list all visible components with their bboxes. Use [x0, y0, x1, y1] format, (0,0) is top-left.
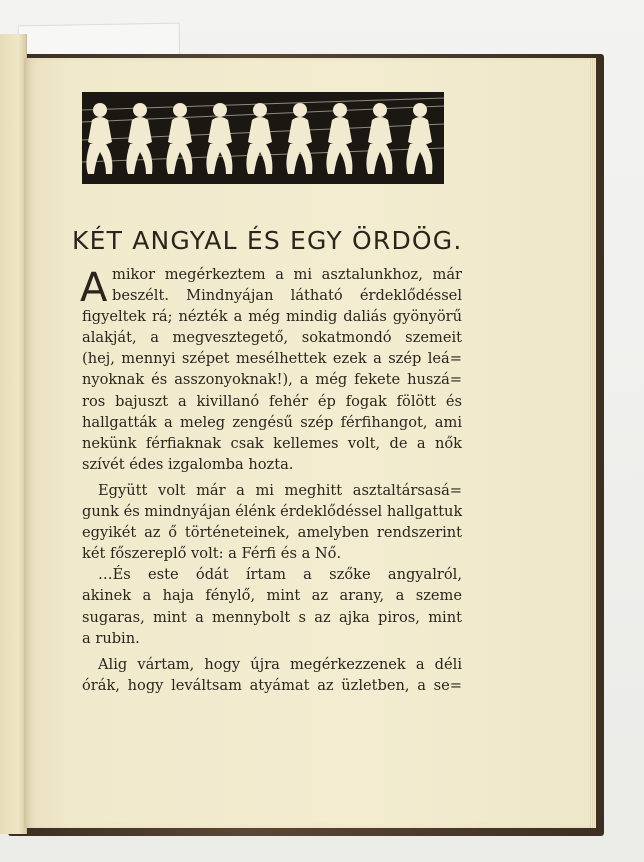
left-page-edge — [0, 34, 27, 834]
frieze-illustration — [82, 92, 444, 184]
text-line: hallgatták a meleg zengésű szép férfihangot, ami — [82, 413, 462, 431]
text-line: nekünk férfiaknak csak kellemes volt, de a nők — [82, 434, 462, 452]
text-line: szívét édes izgalomba hozta. — [82, 455, 294, 473]
text-line: Alig vártam, hogy újra megérkezzenek a déli — [98, 655, 462, 673]
page-edge — [590, 58, 596, 828]
text-line: Együtt volt már a mi meghitt asztaltársasá= — [98, 481, 462, 499]
chapter-body — [82, 264, 462, 696]
text-line: két főszereplő volt: a Férfi és a Nő. — [82, 545, 342, 563]
text-line: alakját, a megvesztegető, sokatmondó szemeit — [82, 329, 462, 347]
text-line: beszélt. Mindnyájan látható érdeklődéssel — [112, 287, 462, 305]
text-line: a rubin. — [82, 629, 140, 647]
text-line: sugaras, mint a mennybolt s az ajka piros, mint — [82, 608, 462, 626]
text-line: mikor megérkeztem a mi asztalunkhoz, már — [112, 266, 462, 283]
decorative-frieze — [82, 92, 444, 184]
text-line: ros bajuszt a kivillanó fehér ép fogak fölött és — [82, 392, 462, 410]
text-line: egyikét az ő történeteinek, amelyben rendszerint — [82, 524, 462, 542]
drop-cap: A — [80, 265, 108, 311]
text-line: gunk és mindnyájan élénk érdeklődéssel hallgattuk — [82, 503, 463, 521]
text-line: …És este ódát írtam a szőke angyalról, — [98, 566, 462, 584]
text-line: nyoknak és asszonyoknak!), a még fekete huszá= — [82, 371, 462, 389]
text-line: (hej, mennyi szépet mesélhettek ezek a szép leá= — [82, 350, 462, 368]
chapter-title: KÉT ANGYAL ÉS EGY ÖRDÖG. — [72, 226, 463, 255]
text-line: órák, hogy leváltsam atyámat az üzletben, a se= — [82, 676, 462, 694]
text-line: figyeltek rá; nézték a még mindig daliás gyönyörű — [82, 308, 462, 326]
text-line: akinek a haja fénylő, mint az arany, a szeme — [82, 587, 462, 605]
